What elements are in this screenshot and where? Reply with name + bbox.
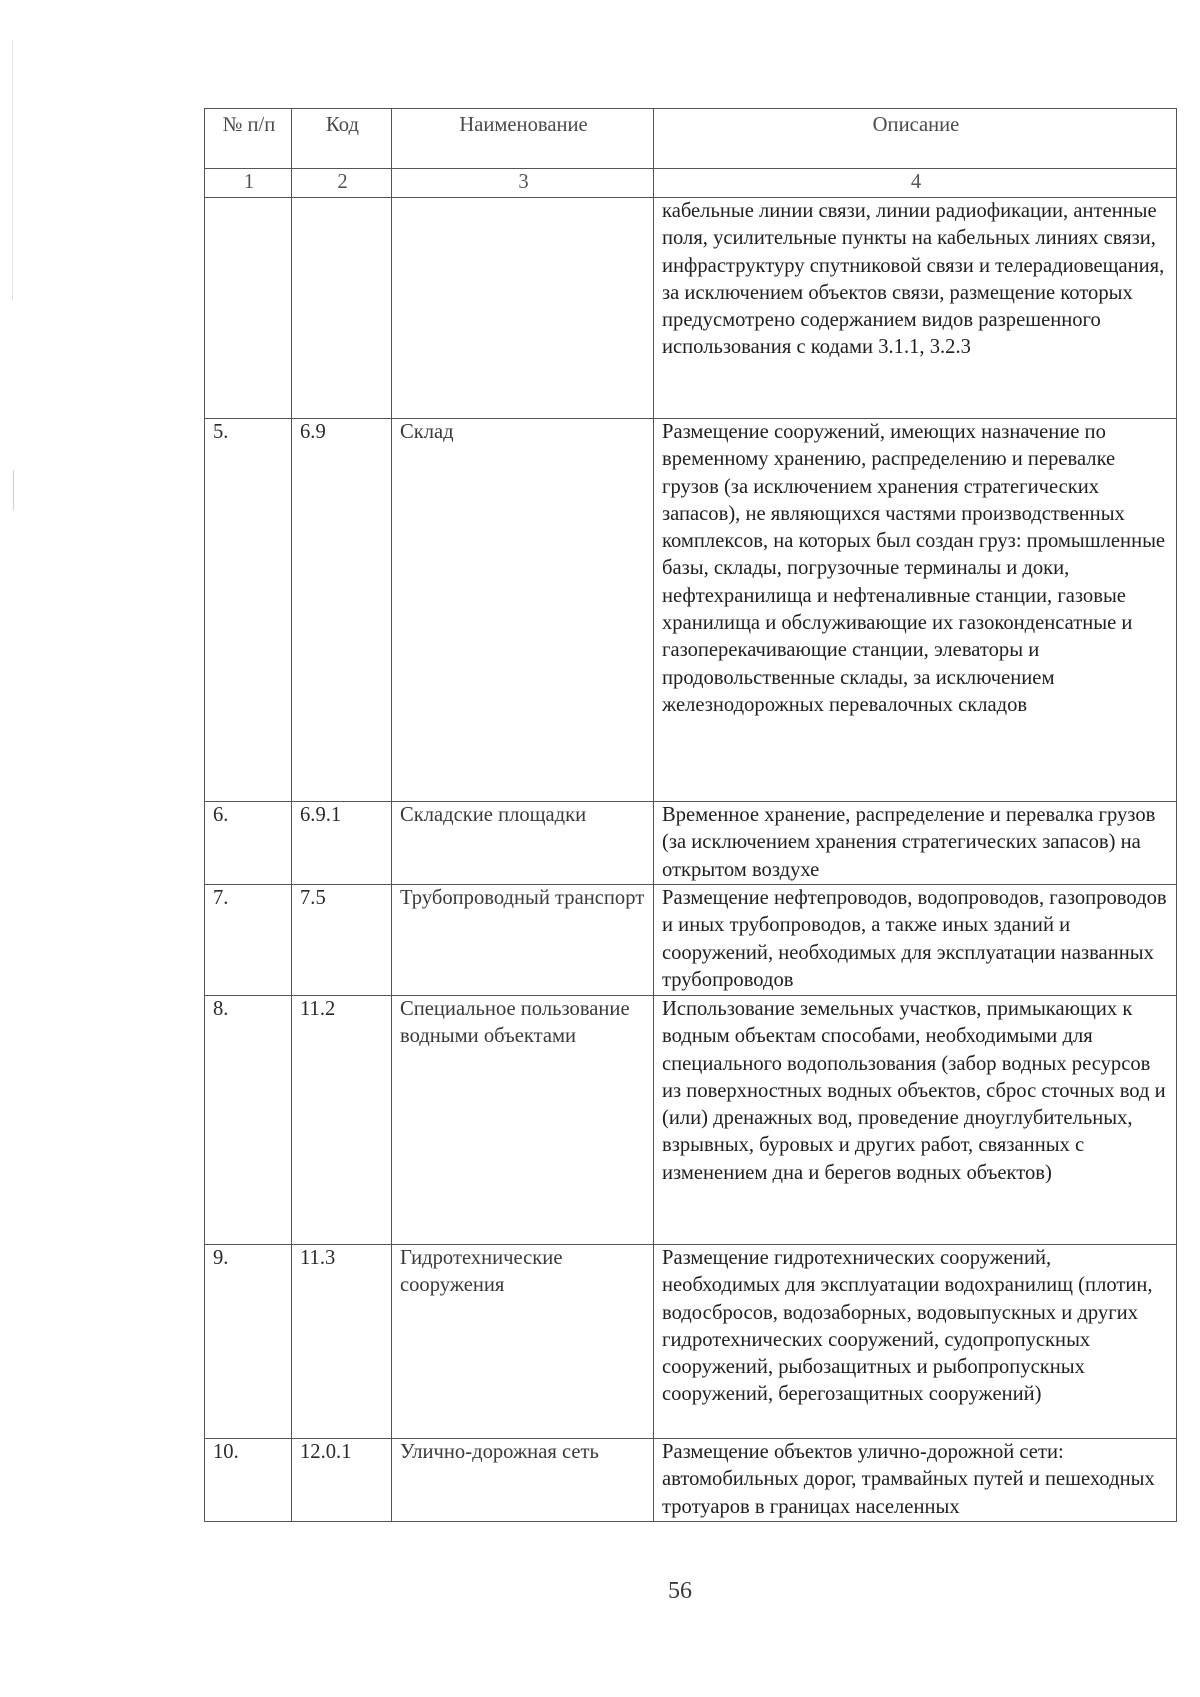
row-description: Размещение объектов улично-дорожной сети: автомобильных дорог, трамвайных путей и пешеходных тротуаров в границах населенных	[654, 1439, 1177, 1522]
row-code	[292, 198, 392, 419]
row-code: 7.5	[292, 885, 392, 996]
row-code: 12.0.1	[292, 1439, 392, 1522]
row-name: Специальное пользование водными объектами	[392, 996, 654, 1245]
row-number: 7.	[205, 885, 292, 996]
row-description: Размещение сооружений, имеющих назначение по временному хранению, распределению и перевалке грузов (за исключением хранения стратегических запасов), не являющихся частями производственных комплексов, на которых был создан груз: промышленные базы, склады, погрузочные терминалы и доки, нефтехранилища и нефтеналивные станции, газовые хранилища и обслуживающие их газоконденсатные и газоперекачивающие станции, элеваторы и продовольственные склады, за исключением железнодорожных перевалочных складов	[654, 419, 1177, 802]
column-number-row	[205, 169, 1177, 198]
table-row	[205, 198, 1177, 419]
column-number: 2	[292, 169, 392, 198]
header-code: Код	[292, 109, 392, 169]
scan-edge-mark	[13, 470, 14, 510]
scan-edge-mark	[12, 40, 13, 300]
column-number: 3	[392, 169, 654, 198]
table-row	[205, 1439, 1177, 1522]
row-name	[392, 198, 654, 419]
land-use-table	[204, 108, 1177, 1522]
row-description: Размещение нефтепроводов, водопроводов, газопроводов и иных трубопроводов, а также иных зданий и сооружений, необходимых для эксплуатации названных трубопроводов	[654, 885, 1177, 996]
row-description: кабельные линии связи, линии радиофикации, антенные поля, усилительные пункты на кабельных линиях связи, инфраструктуру спутниковой связи и телерадиовещания, за исключением объектов связи, размещение которых предусмотрено содержанием видов разрешенного использования с кодами 3.1.1, 3.2.3	[654, 198, 1177, 419]
row-number	[205, 198, 292, 419]
header-number: № п/п	[205, 109, 292, 169]
table-header-row	[205, 109, 1177, 169]
row-number: 10.	[205, 1439, 292, 1522]
row-number: 8.	[205, 996, 292, 1245]
row-code: 11.3	[292, 1245, 392, 1439]
row-name: Гидротехнические сооружения	[392, 1245, 654, 1439]
row-code: 11.2	[292, 996, 392, 1245]
row-code: 6.9	[292, 419, 392, 802]
row-number: 9.	[205, 1245, 292, 1439]
table-row	[205, 802, 1177, 885]
table-row	[205, 1245, 1177, 1439]
table-row	[205, 996, 1177, 1245]
table-row	[205, 419, 1177, 802]
row-name: Трубопроводный транспорт	[392, 885, 654, 996]
column-number: 1	[205, 169, 292, 198]
row-number: 5.	[205, 419, 292, 802]
column-number: 4	[654, 169, 1177, 198]
row-name: Склад	[392, 419, 654, 802]
header-name: Наименование	[392, 109, 654, 169]
row-description: Временное хранение, распределение и перевалка грузов (за исключением хранения стратегических запасов) на открытом воздухе	[654, 802, 1177, 885]
row-code: 6.9.1	[292, 802, 392, 885]
header-description: Описание	[654, 109, 1177, 169]
table-row	[205, 885, 1177, 996]
row-name: Улично-дорожная сеть	[392, 1439, 654, 1522]
page-number: 56	[668, 1578, 692, 1604]
row-description: Использование земельных участков, примыкающих к водным объектам способами, необходимыми для специального водопользования (забор водных ресурсов из поверхностных водных объектов, сброс сточных вод и (или) дренажных вод, проведение дноуглубительных, взрывных, буровых и других работ, связанных с изменением дна и берегов водных объектов)	[654, 996, 1177, 1245]
row-description: Размещение гидротехнических сооружений, необходимых для эксплуатации водохранилищ (плотин, водосбросов, водозаборных, водовыпускных и других гидротехнических сооружений, судопропускных сооружений, рыбозащитных и рыбопропускных сооружений, берегозащитных сооружений)	[654, 1245, 1177, 1439]
row-number: 6.	[205, 802, 292, 885]
row-name: Складские площадки	[392, 802, 654, 885]
